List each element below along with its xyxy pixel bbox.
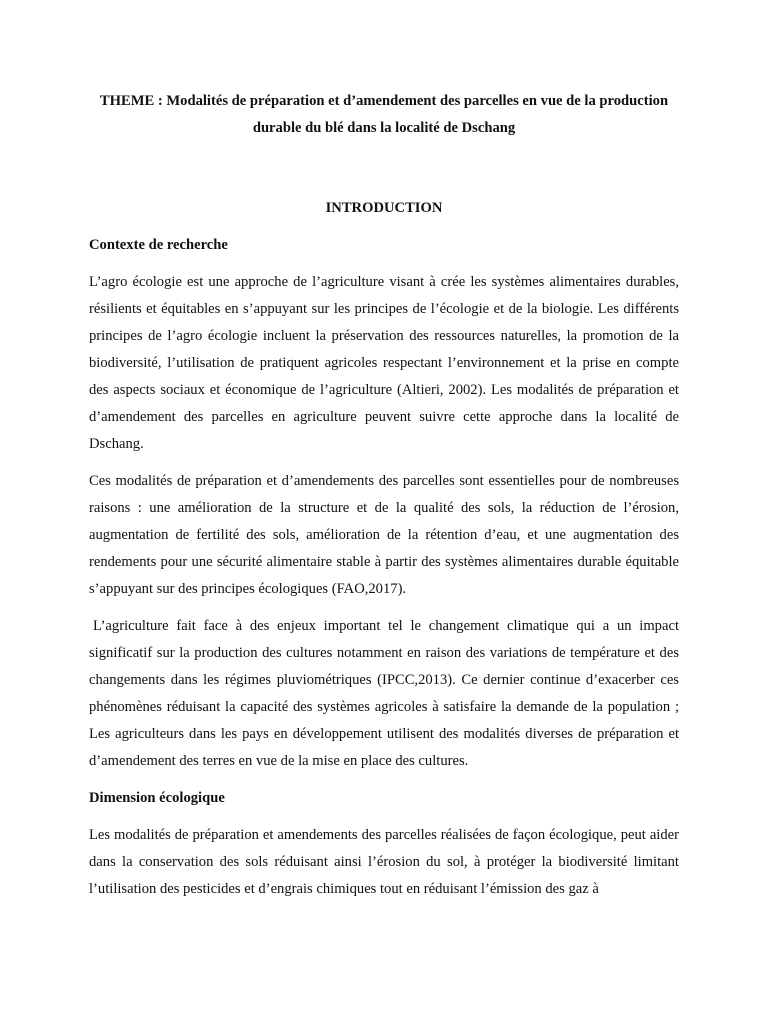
section-heading-dimension: Dimension écologique [89,790,225,806]
paragraph-contexte-2: Ces modalités de préparation et d’amendements des parcelles sont essentielles pour de nombreuses raisons : une amélioration de la structure et de la qualité des sols, la réduction de l’érosion, augmentation de fertilité des sols, amélioration de la rétention d’eau, et une augmentation des rendements pour une sécurité alimentaire stable à partir des systèmes alimentaires durable équitable s’appuyant sur des principes écologiques (FAO,2017). [89,473,679,597]
paragraph-dimension-1: Les modalités de préparation et amendements des parcelles réalisées de façon écologique, peut aider dans la conservation des sols réduisant ainsi l’érosion du sol, à protéger la biodiversité limitant l’utilisation des pesticides et d’engrais chimiques tout en réduisant l’émission des gaz à [89,827,679,897]
paragraph-contexte-3: L’agriculture fait face à des enjeux important tel le changement climatique qui a un impact significatif sur la production des cultures notamment en raison des variations de température et des changements dans les régimes pluviométriques (IPCC,2013). Ce dernier continue d’exacerber ces phénomènes réduisant la capacité des systèmes agricoles à satisfaire la demande de la population ; Les agriculteurs dans les pays en développement utilisent des modalités diverses de préparation et d’amendement des terres en vue de la mise en place des cultures. [89,618,679,769]
introduction-heading: INTRODUCTION [325,200,443,216]
document-theme-title: THEME : Modalités de préparation et d’amendement des parcelles en vue de la production durable du blé dans la localité de Dschang [99,93,669,136]
section-heading-contexte: Contexte de recherche [89,237,228,253]
paragraph-contexte-1: L’agro écologie est une approche de l’agriculture visant à crée les systèmes alimentaires durables, résilients et équitables en s’appuyant sur les principes de l’écologie et de la biologie. Les différents principes de l’agro écologie incluent la préservation des ressources naturelles, la promotion de la biodiversité, l’utilisation de pratiquent agricoles respectant l’environnement et la prise en compte des aspects sociaux et économique de l’agriculture (Altieri, 2002). Les modalités de préparation et d’amendement des parcelles en agriculture peuvent suivre cette approche dans la localité de Dschang. [89,274,679,452]
document-body [89,88,679,903]
